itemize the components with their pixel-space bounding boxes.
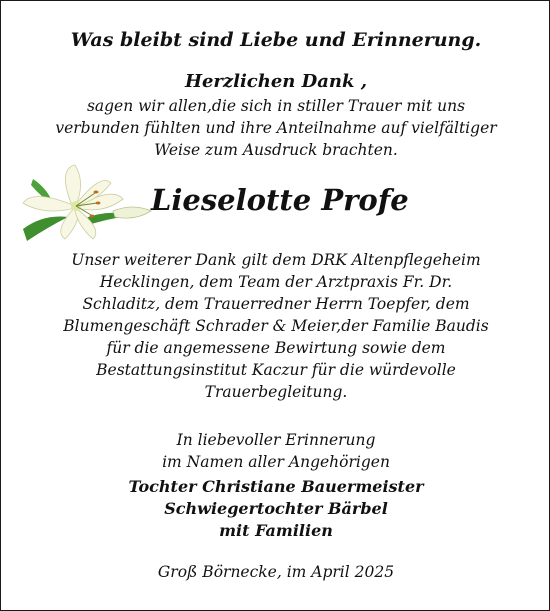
lily-flower-icon — [13, 159, 153, 245]
further-thanks-line: Unser weiterer Dank gilt dem DRK Altenpflegeheim — [71, 251, 481, 269]
further-thanks-line: Bestattungsinstitut Kaczur für die würdevolle — [96, 361, 456, 379]
further-thanks-line: Trauerbegleitung. — [204, 383, 348, 401]
place-date: Groß Börnecke, im April 2025 — [157, 563, 395, 581]
further-thanks-line: Blumengeschäft Schrader & Meier,der Familie Baudis — [63, 317, 489, 335]
further-thanks-line: Schladitz, dem Trauerredner Herrn Toepfer, dem — [82, 295, 470, 313]
closing-line: In liebevoller Erinnerung — [176, 431, 376, 449]
further-thanks-line: Hecklingen, dem Team der Arztpraxis Fr. Dr. — [99, 273, 453, 291]
thanks-heading: Herzlichen Dank , — [184, 71, 368, 92]
thanks-line: verbunden fühlten und ihre Anteilnahme auf vielfältiger — [55, 119, 497, 137]
further-thanks-line: für die angemessene Bewirtung sowie dem — [106, 339, 446, 357]
family-line: Tochter Christiane Bauermeister — [128, 477, 424, 496]
motto: Was bleibt sind Liebe und Erinnerung. — [70, 29, 482, 51]
deceased-name: Lieselotte Profe — [151, 183, 409, 217]
thanks-line: Weise zum Ausdruck brachten. — [154, 141, 398, 159]
thanks-line: sagen wir allen,die sich in stiller Trauer mit uns — [86, 97, 466, 115]
family-line: mit Familien — [219, 521, 333, 540]
closing-line: im Namen aller Angehörigen — [162, 453, 390, 471]
family-line: Schwiegertochter Bärbel — [164, 499, 388, 518]
